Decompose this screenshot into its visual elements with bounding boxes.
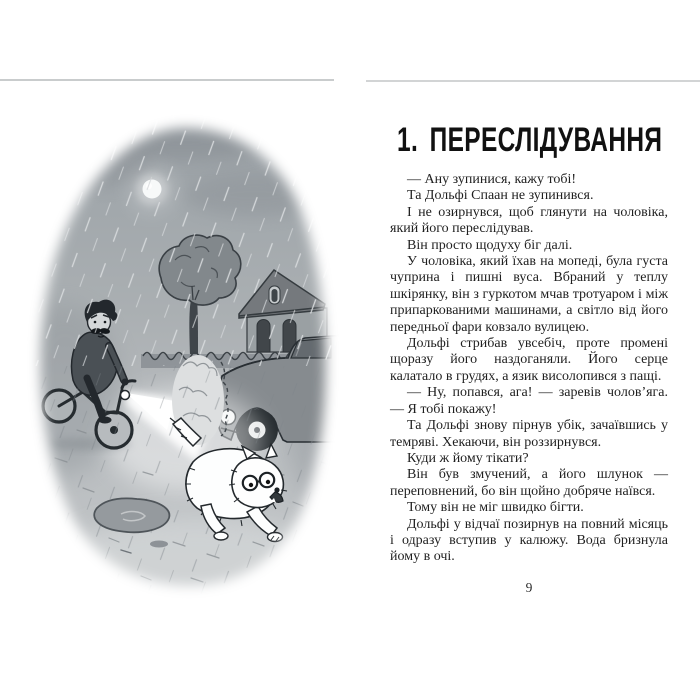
paragraph: Тому він не міг швидко бігти.: [407, 500, 584, 516]
rain-sky: [25, 110, 345, 366]
paragraph: Він просто щодуху біг далі.: [407, 237, 573, 253]
paragraph: — Ну, попався, ага! — заревів чолов’яга. — Я тобі покажу!: [390, 385, 668, 417]
paragraph: І не озирнувся, щоб глянути на чоловіка, який його переслідував.: [390, 204, 668, 237]
paragraph: Та Дольфі знову пірнув убік, зачаївшись у темряві. Хекаючи, він роззирнувся.: [390, 418, 668, 450]
paragraph: У чоловіка, який їхав на мопеді, була густа чуприна і пишні вуса. Вбраний у теплу шкірянку, він з гуркотом мчав тротуаром і між припаркованими машинами, а світло від його передньої фари ковзало вулицею.: [390, 254, 668, 335]
chapter-title-text: ПЕРЕСЛІДУВАННЯ: [429, 121, 663, 159]
scan-page-edge-left: [0, 79, 334, 81]
chapter-text: [390, 172, 668, 566]
paragraph: Дольфі стрибав увсебіч, проте промені щоразу його наздоганяли. Його серце калатало в грудях, а язик висолопився з пащі.: [390, 336, 668, 384]
chapter-number: 1.: [397, 121, 419, 159]
paragraph: Він був змучений, а його шлунок — переповнений, бо він щойно добряче наївся.: [390, 467, 668, 499]
illustration-svg: [25, 110, 345, 610]
rain-road: [25, 366, 345, 610]
paragraph: Та Дольфі Спаан не зупинився.: [407, 188, 594, 204]
chapter-illustration: [25, 110, 345, 610]
page-number: 9: [525, 580, 533, 595]
paragraph: — Ану зупинися, кажу тобі!: [407, 172, 577, 187]
right-page: [390, 122, 668, 566]
paragraph: Куди ж йому тікати?: [407, 450, 529, 466]
paragraph: Дольфі у відчаї позирнув на повний місяць і одразу вступив у калюжу. Вода бризнула йому в очі.: [390, 516, 668, 565]
scan-page-edge-right: [366, 80, 700, 82]
chapter-title: [397, 121, 663, 159]
